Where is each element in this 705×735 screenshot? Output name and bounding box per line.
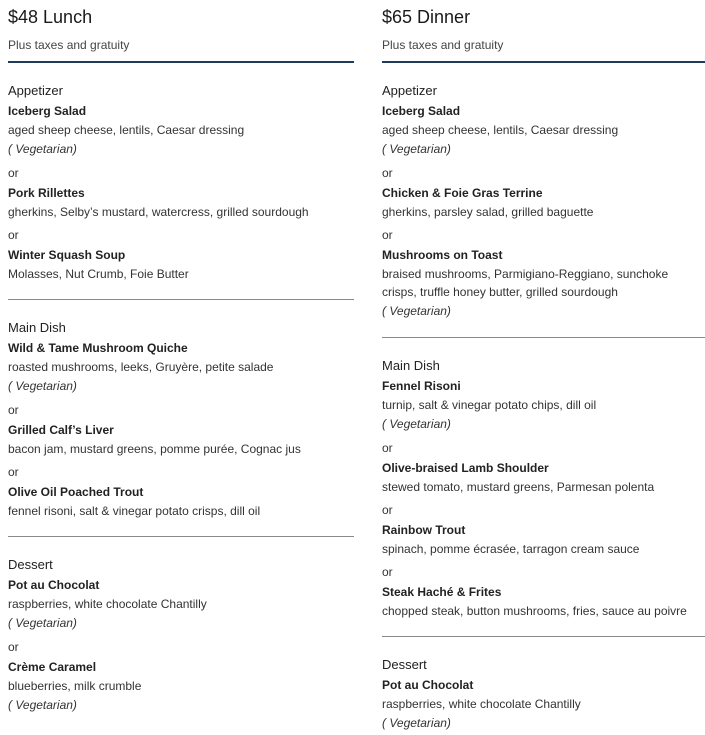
section-title: Dessert: [382, 657, 427, 672]
dinner-section-appetizer: [382, 63, 705, 323]
or-separator: or: [8, 403, 19, 417]
vegetarian-tag: ( Vegetarian): [8, 379, 77, 393]
menu-item-description: turnip, salt & vinegar potato chips, dill oil: [382, 398, 597, 412]
section-title: Appetizer: [8, 83, 63, 98]
dinner-menu-title: $65 Dinner: [382, 7, 471, 27]
menu-item-name: Rainbow Trout: [382, 523, 466, 537]
menu-item: [8, 101, 354, 161]
or-separator: or: [382, 166, 393, 180]
dinner-sections: [382, 63, 705, 735]
menu-item: [8, 420, 354, 460]
menu-item-description: spinach, pomme écrasée, tarragon cream sauce: [382, 542, 640, 556]
menu-item: [8, 657, 354, 717]
menu-item-description: aged sheep cheese, lentils, Caesar dressing: [8, 123, 245, 137]
menu-item: [8, 183, 354, 223]
or-separator: or: [382, 228, 393, 242]
menu-item: [382, 520, 705, 560]
menu-item: [382, 675, 705, 735]
vegetarian-tag: ( Vegetarian): [382, 142, 451, 156]
vegetarian-tag: ( Vegetarian): [382, 304, 451, 318]
menu-item-description: roasted mushrooms, leeks, Gruyère, petite salade: [8, 360, 274, 374]
lunch-sections: [8, 63, 354, 717]
section-title: Main Dish: [382, 358, 440, 373]
menu-item-name: Wild & Tame Mushroom Quiche: [8, 341, 188, 355]
menu-item: [382, 376, 705, 436]
menu-item-description: Molasses, Nut Crumb, Foie Butter: [8, 267, 189, 281]
section-title: Dessert: [8, 557, 53, 572]
menu-item-name: Pork Rillettes: [8, 186, 85, 200]
menu-item: [8, 245, 354, 285]
menu-item: [8, 482, 354, 522]
section-title: Appetizer: [382, 83, 437, 98]
menu-item-name: Mushrooms on Toast: [382, 248, 503, 262]
menu-item-description: bacon jam, mustard greens, pomme purée, Cognac jus: [8, 442, 301, 456]
dinner-section-main-dish: [382, 337, 705, 622]
menu-item-name: Pot au Chocolat: [8, 578, 100, 592]
or-separator: or: [8, 640, 19, 654]
menu-item-name: Winter Squash Soup: [8, 248, 126, 262]
menu-item-description: blueberries, milk crumble: [8, 679, 142, 693]
menu-item: [8, 338, 354, 398]
menu-item: [382, 582, 705, 622]
lunch-menu-subtitle: Plus taxes and gratuity: [8, 38, 130, 52]
or-separator: or: [8, 166, 19, 180]
lunch-section-appetizer: [8, 63, 354, 285]
menu-item: [382, 458, 705, 498]
menu-item-description: gherkins, parsley salad, grilled baguette: [382, 205, 594, 219]
vegetarian-tag: ( Vegetarian): [382, 417, 451, 431]
menu-item-description: gherkins, Selby’s mustard, watercress, grilled sourdough: [8, 205, 309, 219]
dinner-menu-subtitle: Plus taxes and gratuity: [382, 38, 504, 52]
menu-item-description: braised mushrooms, Parmigiano-Reggiano, sunchoke crisps, truffle honey butter, grilled sourdough: [382, 267, 669, 299]
menu-item-name: Steak Haché & Frites: [382, 585, 502, 599]
menu-item: [382, 183, 705, 223]
or-separator: or: [382, 441, 393, 455]
menu-item: [8, 575, 354, 635]
menu-item-name: Grilled Calf’s Liver: [8, 423, 114, 437]
menu-item-name: Fennel Risoni: [382, 379, 461, 393]
dinner-section-dessert: [382, 636, 705, 735]
section-title: Main Dish: [8, 320, 66, 335]
vegetarian-tag: ( Vegetarian): [382, 716, 451, 730]
or-separator: or: [8, 228, 19, 242]
dinner-menu: [382, 0, 705, 735]
menu-item-name: Pot au Chocolat: [382, 678, 474, 692]
menu-item-description: chopped steak, button mushrooms, fries, sauce au poivre: [382, 604, 687, 618]
lunch-menu: [8, 0, 354, 717]
menu-item-description: raspberries, white chocolate Chantilly: [8, 597, 207, 611]
menu-item-description: aged sheep cheese, lentils, Caesar dressing: [382, 123, 619, 137]
menu-item: [382, 101, 705, 161]
or-separator: or: [382, 565, 393, 579]
vegetarian-tag: ( Vegetarian): [8, 142, 77, 156]
menu-item-description: fennel risoni, salt & vinegar potato crisps, dill oil: [8, 504, 261, 518]
or-separator: or: [8, 465, 19, 479]
menu-item-description: raspberries, white chocolate Chantilly: [382, 697, 581, 711]
or-separator: or: [382, 503, 393, 517]
lunch-section-dessert: [8, 536, 354, 717]
lunch-menu-title: $48 Lunch: [8, 7, 93, 27]
menu-item-name: Crème Caramel: [8, 660, 97, 674]
vegetarian-tag: ( Vegetarian): [8, 616, 77, 630]
menu-item-name: Olive-braised Lamb Shoulder: [382, 461, 549, 475]
menu-item-description: stewed tomato, mustard greens, Parmesan polenta: [382, 480, 655, 494]
menu-item-name: Iceberg Salad: [382, 104, 461, 118]
menu-item: [382, 245, 705, 323]
lunch-section-main-dish: [8, 299, 354, 522]
menu-item-name: Olive Oil Poached Trout: [8, 485, 144, 499]
vegetarian-tag: ( Vegetarian): [8, 698, 77, 712]
menu-item-name: Chicken & Foie Gras Terrine: [382, 186, 543, 200]
menu-item-name: Iceberg Salad: [8, 104, 87, 118]
